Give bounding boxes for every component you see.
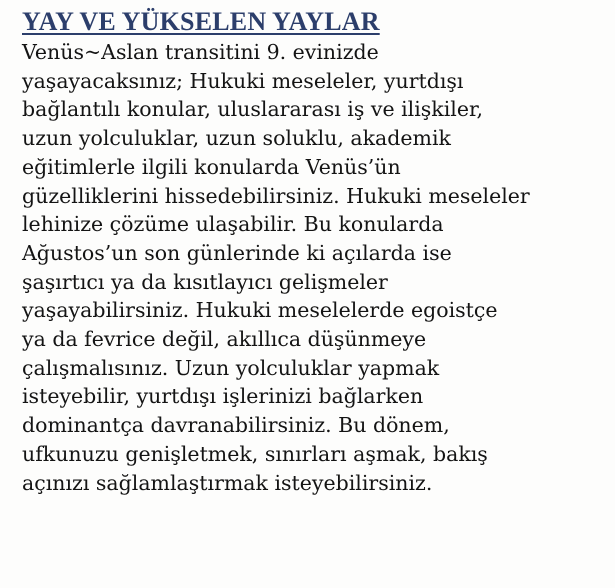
body-line: açınızı sağlamlaştırmak isteyebilirsiniz. <box>22 470 433 495</box>
body-line: yaşayabilirsiniz. Hukuki meselelerde egoistçe <box>22 298 498 323</box>
body-line: lehinize çözüme ulaşabilir. Bu konularda <box>22 212 444 237</box>
body-line: isteyebilir, yurtdışı işlerinizi bağlarken <box>22 384 424 409</box>
body-line: uzun yolculuklar, uzun soluklu, akademik <box>22 126 451 151</box>
article-heading: YAY VE YÜKSELEN YAYLAR <box>22 7 380 36</box>
body-line: ya da fevrice değil, akıllıca düşünmeye <box>22 327 427 352</box>
article-body <box>22 38 607 497</box>
body-line: ufkunuzu genişletmek, sınırları aşmak, bakış <box>22 441 488 466</box>
body-line: Ağustos’un son günlerinde ki açılarda ise <box>22 240 452 265</box>
body-line: çalışmalısınız. Uzun yolculuklar yapmak <box>22 355 440 380</box>
body-line: yaşayacaksınız; Hukuki meseleler, yurtdışı <box>22 68 464 93</box>
body-line: bağlantılı konular, uluslararası iş ve ilişkiler, <box>22 97 484 122</box>
body-line: eğitimlerle ilgili konularda Venüs’ün <box>22 154 401 179</box>
body-line: şaşırtıcı ya da kısıtlayıcı gelişmeler <box>22 269 388 294</box>
body-line: güzelliklerini hissedebilirsiniz. Hukuki meseleler <box>22 183 530 208</box>
body-line: dominantça davranabilirsiniz. Bu dönem, <box>22 413 450 438</box>
body-line: Venüs~Aslan transitini 9. evinizde <box>22 40 379 64</box>
